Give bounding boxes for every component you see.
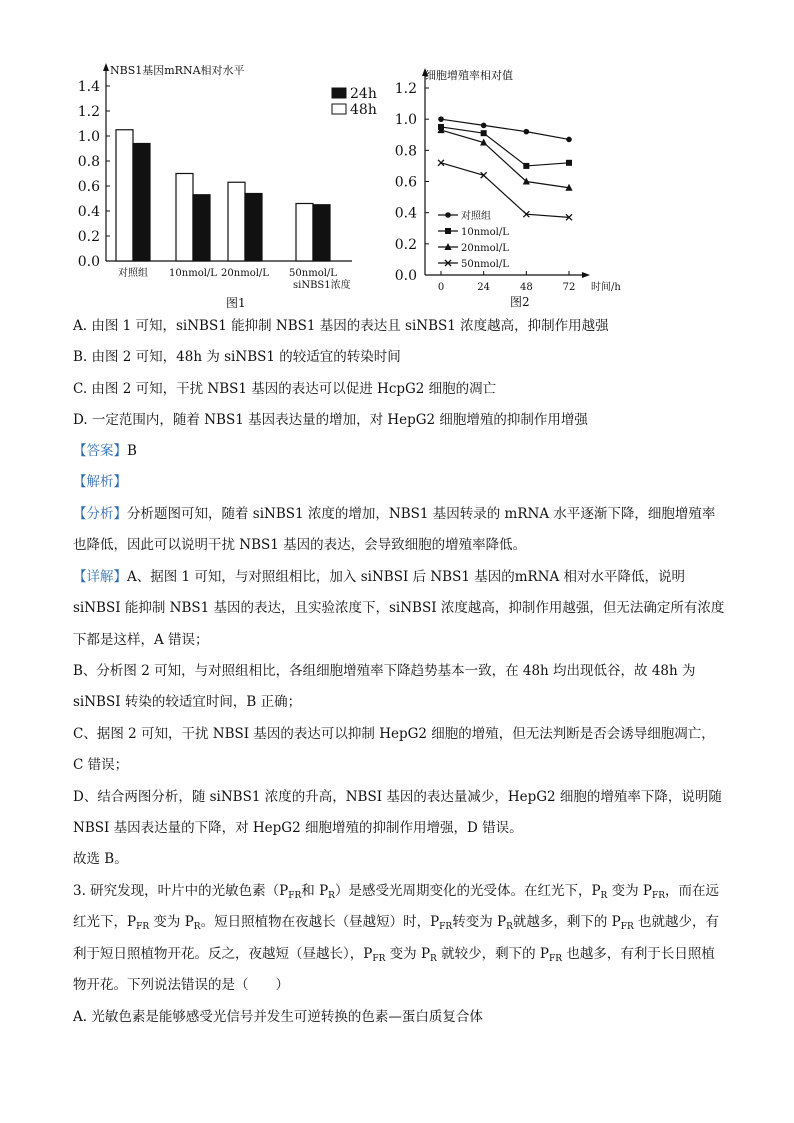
f2-y-axis-label: 细胞增殖率相对值 xyxy=(425,69,513,82)
analysis-tag: 【解析】 xyxy=(73,474,127,490)
f1-bar-24h xyxy=(313,205,330,261)
detail-line-5: siNBSI 转染的较适宜时间，B 正确； xyxy=(73,694,302,710)
f2-marker-square xyxy=(566,160,572,166)
f2-marker-circle xyxy=(438,116,444,122)
f2-x-arrow xyxy=(582,272,590,278)
f1-category-label: 10nmol/L xyxy=(169,268,217,279)
f1-x-axis-label: siNBS1浓度 xyxy=(293,280,351,291)
f1-bar-48h xyxy=(176,174,193,262)
detail-line-9: NBSI 基因表达量的下降，对 HepG2 细胞增殖的抑制作用增强，D 错误。 xyxy=(73,820,523,836)
f1-bar-24h xyxy=(245,194,262,262)
f1-y-tick-label: 0.4 xyxy=(77,204,100,220)
fenxi-tag: 【分析】 xyxy=(73,506,127,522)
conclusion-line: 故选 B。 xyxy=(73,851,128,867)
fenxi-line-2: 也降低，因此可以说明干扰 NBS1 基因的表达，会导致细胞的增殖率降低。 xyxy=(73,537,527,553)
detail-tag: 【详解】 xyxy=(73,569,127,585)
f2-y-tick-label: 0.8 xyxy=(394,143,417,160)
f2-marker-circle xyxy=(445,212,451,218)
figure-2-caption: 图2 xyxy=(510,295,530,309)
f1-bar-24h xyxy=(193,195,210,261)
f2-marker-square xyxy=(481,130,487,136)
f1-bars xyxy=(116,130,330,261)
analysis-heading xyxy=(73,472,753,492)
f2-y-tick-label: 0.6 xyxy=(394,174,417,191)
f1-y-arrow xyxy=(103,63,109,71)
f2-legend xyxy=(438,209,509,270)
f1-y-tick-label: 0.6 xyxy=(77,179,100,195)
detail-line-7: C 错误； xyxy=(73,757,129,773)
f2-x-tick-label: 0 xyxy=(437,282,445,293)
f2-x-axis-label: 时间/h xyxy=(591,282,621,293)
f2-x-tick-label: 72 xyxy=(562,282,576,293)
f2-y-tick-label: 0.2 xyxy=(394,236,417,253)
fenxi-text-1: 分析题图可知，随着 siNBS1 浓度的增加，NBS1 基因转录的 mRNA 水平逐渐下降，细胞增殖率 xyxy=(127,506,716,522)
f2-marker-circle xyxy=(481,123,487,129)
option-d: D. 一定范围内，随着 NBS1 基因表达量的增加，对 HepG2 细胞增殖的抑制作用增强 xyxy=(73,412,588,428)
f1-bar-24h xyxy=(133,144,150,262)
q3-option-a: A. 光敏色素是能够感受光信号并发生可逆转换的色素—蛋白质复合体 xyxy=(73,1009,483,1025)
detail-line-1 xyxy=(73,567,753,587)
f1-bar-48h xyxy=(296,204,313,262)
detail-line-8: D、结合两图分析，随 siNBS1 浓度的升高，NBSI 基因的表达量减少，HepG2 细胞的增殖率下降，说明随 xyxy=(73,789,722,805)
figure-1-caption: 图1 xyxy=(226,296,246,310)
f1-category-label: 50nmol/L xyxy=(289,268,337,279)
f1-legend-swatch-24h xyxy=(332,88,346,98)
f1-y-ticks xyxy=(78,79,110,270)
option-c: C. 由图 2 可知，干扰 NBS1 基因的表达可以促进 HcpG2 细胞的凋亡 xyxy=(73,381,497,397)
f2-y-tick-label: 0.0 xyxy=(394,268,417,284)
f2-x-tick-label: 24 xyxy=(477,282,491,293)
option-a: A. 由图 1 可知，siNBS1 能抑制 NBS1 基因的表达且 siNBS1 浓度越高，抑制作用越强 xyxy=(73,318,609,334)
f1-bar-48h xyxy=(116,130,133,261)
f1-y-tick-label: 1.2 xyxy=(77,104,100,120)
f1-legend-label-24h: 24h xyxy=(350,86,377,102)
f1-legend xyxy=(332,86,377,118)
q3-line-2: 红光下，$P_{FR}$ 变为 $P_R$。短日照植物在夜越长（昼越短）时，$P_{FR}$转变为 $P_R$就越多，剩下的 $P_{FR}$ 也就越少，有 xyxy=(73,914,720,932)
f2-y-ticks xyxy=(395,81,429,284)
f2-series-line xyxy=(441,130,569,188)
f1-legend-label-48h: 48h xyxy=(350,102,377,118)
detail-text-1: A、据图 1 可知，与对照组相比，加入 siNBSI 后 NBS1 基因的mRNA 相对水平降低，说明 xyxy=(127,569,686,585)
f1-y-tick-label: 0.8 xyxy=(77,154,100,170)
f2-legend-label: 10nmol/L xyxy=(461,227,509,238)
figure-2-line-chart xyxy=(380,62,640,312)
f2-x-ticks xyxy=(438,271,576,293)
f2-series-lines xyxy=(437,116,572,220)
detail-line-3: 下都是这样，A 错误； xyxy=(73,632,209,648)
answer-tag: 【答案】 xyxy=(73,443,127,459)
f1-y-tick-label: 0.2 xyxy=(77,229,100,245)
f2-x-tick-label: 48 xyxy=(519,282,533,293)
f2-series-line xyxy=(441,163,569,218)
q3-line-4: 物开花。下列说法错误的是（ ） xyxy=(73,977,289,993)
f1-y-axis-label: NBS1基因mRNA相对水平 xyxy=(110,64,245,77)
f2-y-tick-label: 1.2 xyxy=(394,81,417,97)
f1-y-tick-label: 1.0 xyxy=(77,129,100,145)
detail-line-4: B、分析图 2 可知，与对照组相比，各组细胞增殖率下降趋势基本一致，在 48h 均出现低谷，故 48h 为 xyxy=(73,663,696,679)
f1-x-categories xyxy=(118,266,337,279)
f2-marker-circle xyxy=(566,137,572,143)
answer-line xyxy=(73,441,753,461)
f2-marker-square xyxy=(445,228,451,234)
q3-line-1: 3. 研究发现，叶片中的光敏色素（$P_{FR}$和 $P_R$）是感受光周期变化的光受体。在红光下，$P_R$ 变为 $P_{FR}$，而在远 xyxy=(73,883,720,901)
f1-category-label: 20nmol/L xyxy=(221,268,269,279)
detail-line-2: siNBSI 能抑制 NBS1 基因的表达，且实验浓度下，siNBSI 浓度越高，抑制作用越强，但无法确定所有浓度 xyxy=(73,600,725,616)
answer-value: B xyxy=(127,443,137,459)
f1-bar-48h xyxy=(228,182,245,261)
f2-legend-label: 对照组 xyxy=(461,211,491,222)
f2-series-line xyxy=(441,127,569,166)
figure-1-bar-chart xyxy=(60,55,380,315)
option-b: B. 由图 2 可知，48h 为 siNBS1 的较适宜的转染时间 xyxy=(73,349,401,365)
f2-legend-label: 20nmol/L xyxy=(461,243,509,254)
detail-line-6: C、据图 2 可知，干扰 NBSI 基因的表达可以抑制 HepG2 细胞的增殖，但无法判断是否会诱导细胞凋亡， xyxy=(73,726,715,742)
q3-line-3: 利于短日照植物开花。反之，夜越短（昼越长），$P_{FR}$ 变为 $P_R$ 就较少，剩下的 $P_{FR}$ 也越多，有利于长日照植 xyxy=(73,946,715,964)
f1-y-tick-label: 1.4 xyxy=(77,79,100,95)
f2-y-tick-label: 0.4 xyxy=(394,205,417,222)
f2-legend-label: 50nmol/L xyxy=(461,259,509,270)
f1-y-tick-label: 0.0 xyxy=(77,254,100,270)
f1-category-label: 对照组 xyxy=(118,268,148,279)
f2-y-tick-label: 1.0 xyxy=(394,112,417,129)
f2-marker-square xyxy=(523,163,529,169)
f1-legend-swatch-48h xyxy=(332,104,346,114)
f2-marker-circle xyxy=(524,129,530,135)
fenxi-line-1 xyxy=(73,504,753,524)
